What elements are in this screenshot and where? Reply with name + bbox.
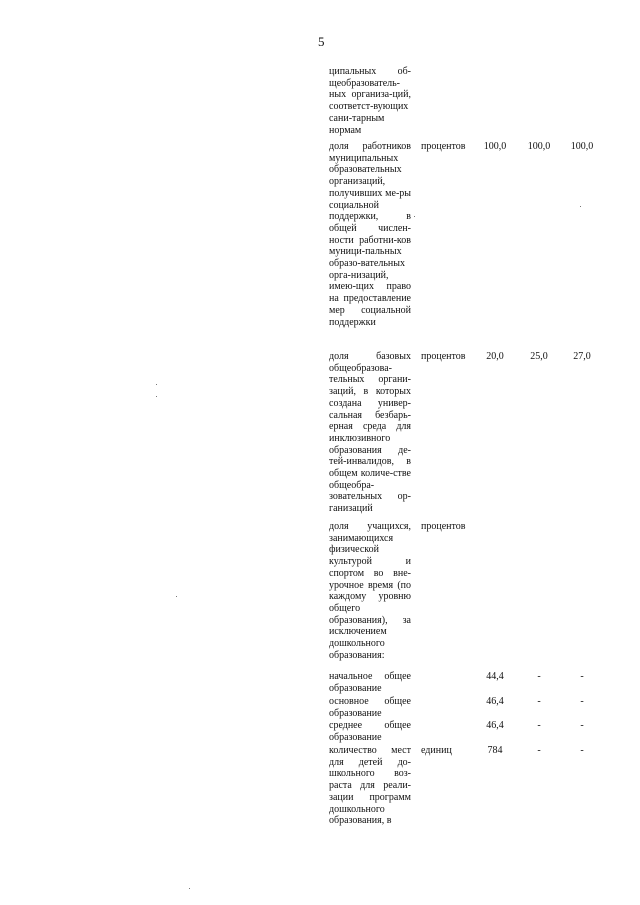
value-cell: - bbox=[580, 745, 584, 756]
value-cell: - bbox=[580, 671, 584, 682]
indicator-text: ципальных об-щеобразователь-ных организа-ций, соответст-вующих сани-тарным нормам bbox=[329, 66, 411, 136]
value-cell: 27,0 bbox=[573, 351, 591, 362]
scan-speck bbox=[156, 384, 157, 385]
value-cell: - bbox=[580, 696, 584, 707]
value-cell: 25,0 bbox=[530, 351, 548, 362]
indicator-text: доля базовых общеобразова-тельных органи-заций, в которых создана универ-сальная безбарь-ерная среда для инклюзивного образования де-тей-инвалидов, в общем количе-стве общеобра-зовательных ор-ганизаций bbox=[329, 351, 411, 515]
value-cell: 46,4 bbox=[486, 720, 504, 731]
value-cell: 100,0 bbox=[483, 141, 507, 152]
indicator-text: начальное общее образование bbox=[329, 671, 411, 694]
unit-cell: процентов bbox=[421, 351, 466, 362]
unit-cell: процентов bbox=[421, 521, 466, 532]
scan-speck bbox=[189, 888, 190, 889]
indicator-text: среднее общее образование bbox=[329, 720, 411, 743]
scan-speck bbox=[580, 206, 581, 207]
page-number: 5 bbox=[318, 34, 325, 49]
value-cell: 20,0 bbox=[486, 351, 504, 362]
value-cell: 44,4 bbox=[486, 671, 504, 682]
scan-speck bbox=[156, 396, 157, 397]
value-cell: - bbox=[580, 720, 584, 731]
indicator-text: основное общее образование bbox=[329, 696, 411, 719]
scan-speck bbox=[414, 216, 415, 217]
value-cell: - bbox=[537, 671, 541, 682]
unit-cell: единиц bbox=[421, 745, 452, 756]
unit-cell: процентов bbox=[421, 141, 466, 152]
indicator-text: доля учащихся, занимающихся физической культурой и спортом во вне-урочное время (по каждому уровню общего образования), за исключением дошкольного образования: bbox=[329, 521, 411, 661]
value-cell: - bbox=[537, 696, 541, 707]
scan-speck bbox=[176, 596, 177, 597]
value-cell: 46,4 bbox=[486, 696, 504, 707]
value-cell: 100,0 bbox=[570, 141, 594, 152]
value-cell: 784 bbox=[487, 745, 503, 756]
value-cell: - bbox=[537, 745, 541, 756]
value-cell: - bbox=[537, 720, 541, 731]
value-cell: 100,0 bbox=[527, 141, 551, 152]
indicator-text: количество мест для детей до-школьного воз-раста для реали-зации программ дошкольного образования, в bbox=[329, 745, 411, 827]
indicator-text: доля работников муниципальных образовательных организаций, получивших ме-ры социальной поддержки, в общей числен-ности работни-ков муници-пальных образо-вательных орга-низаций, имею-щих право на предоставление мер социальной поддержки bbox=[329, 141, 411, 328]
